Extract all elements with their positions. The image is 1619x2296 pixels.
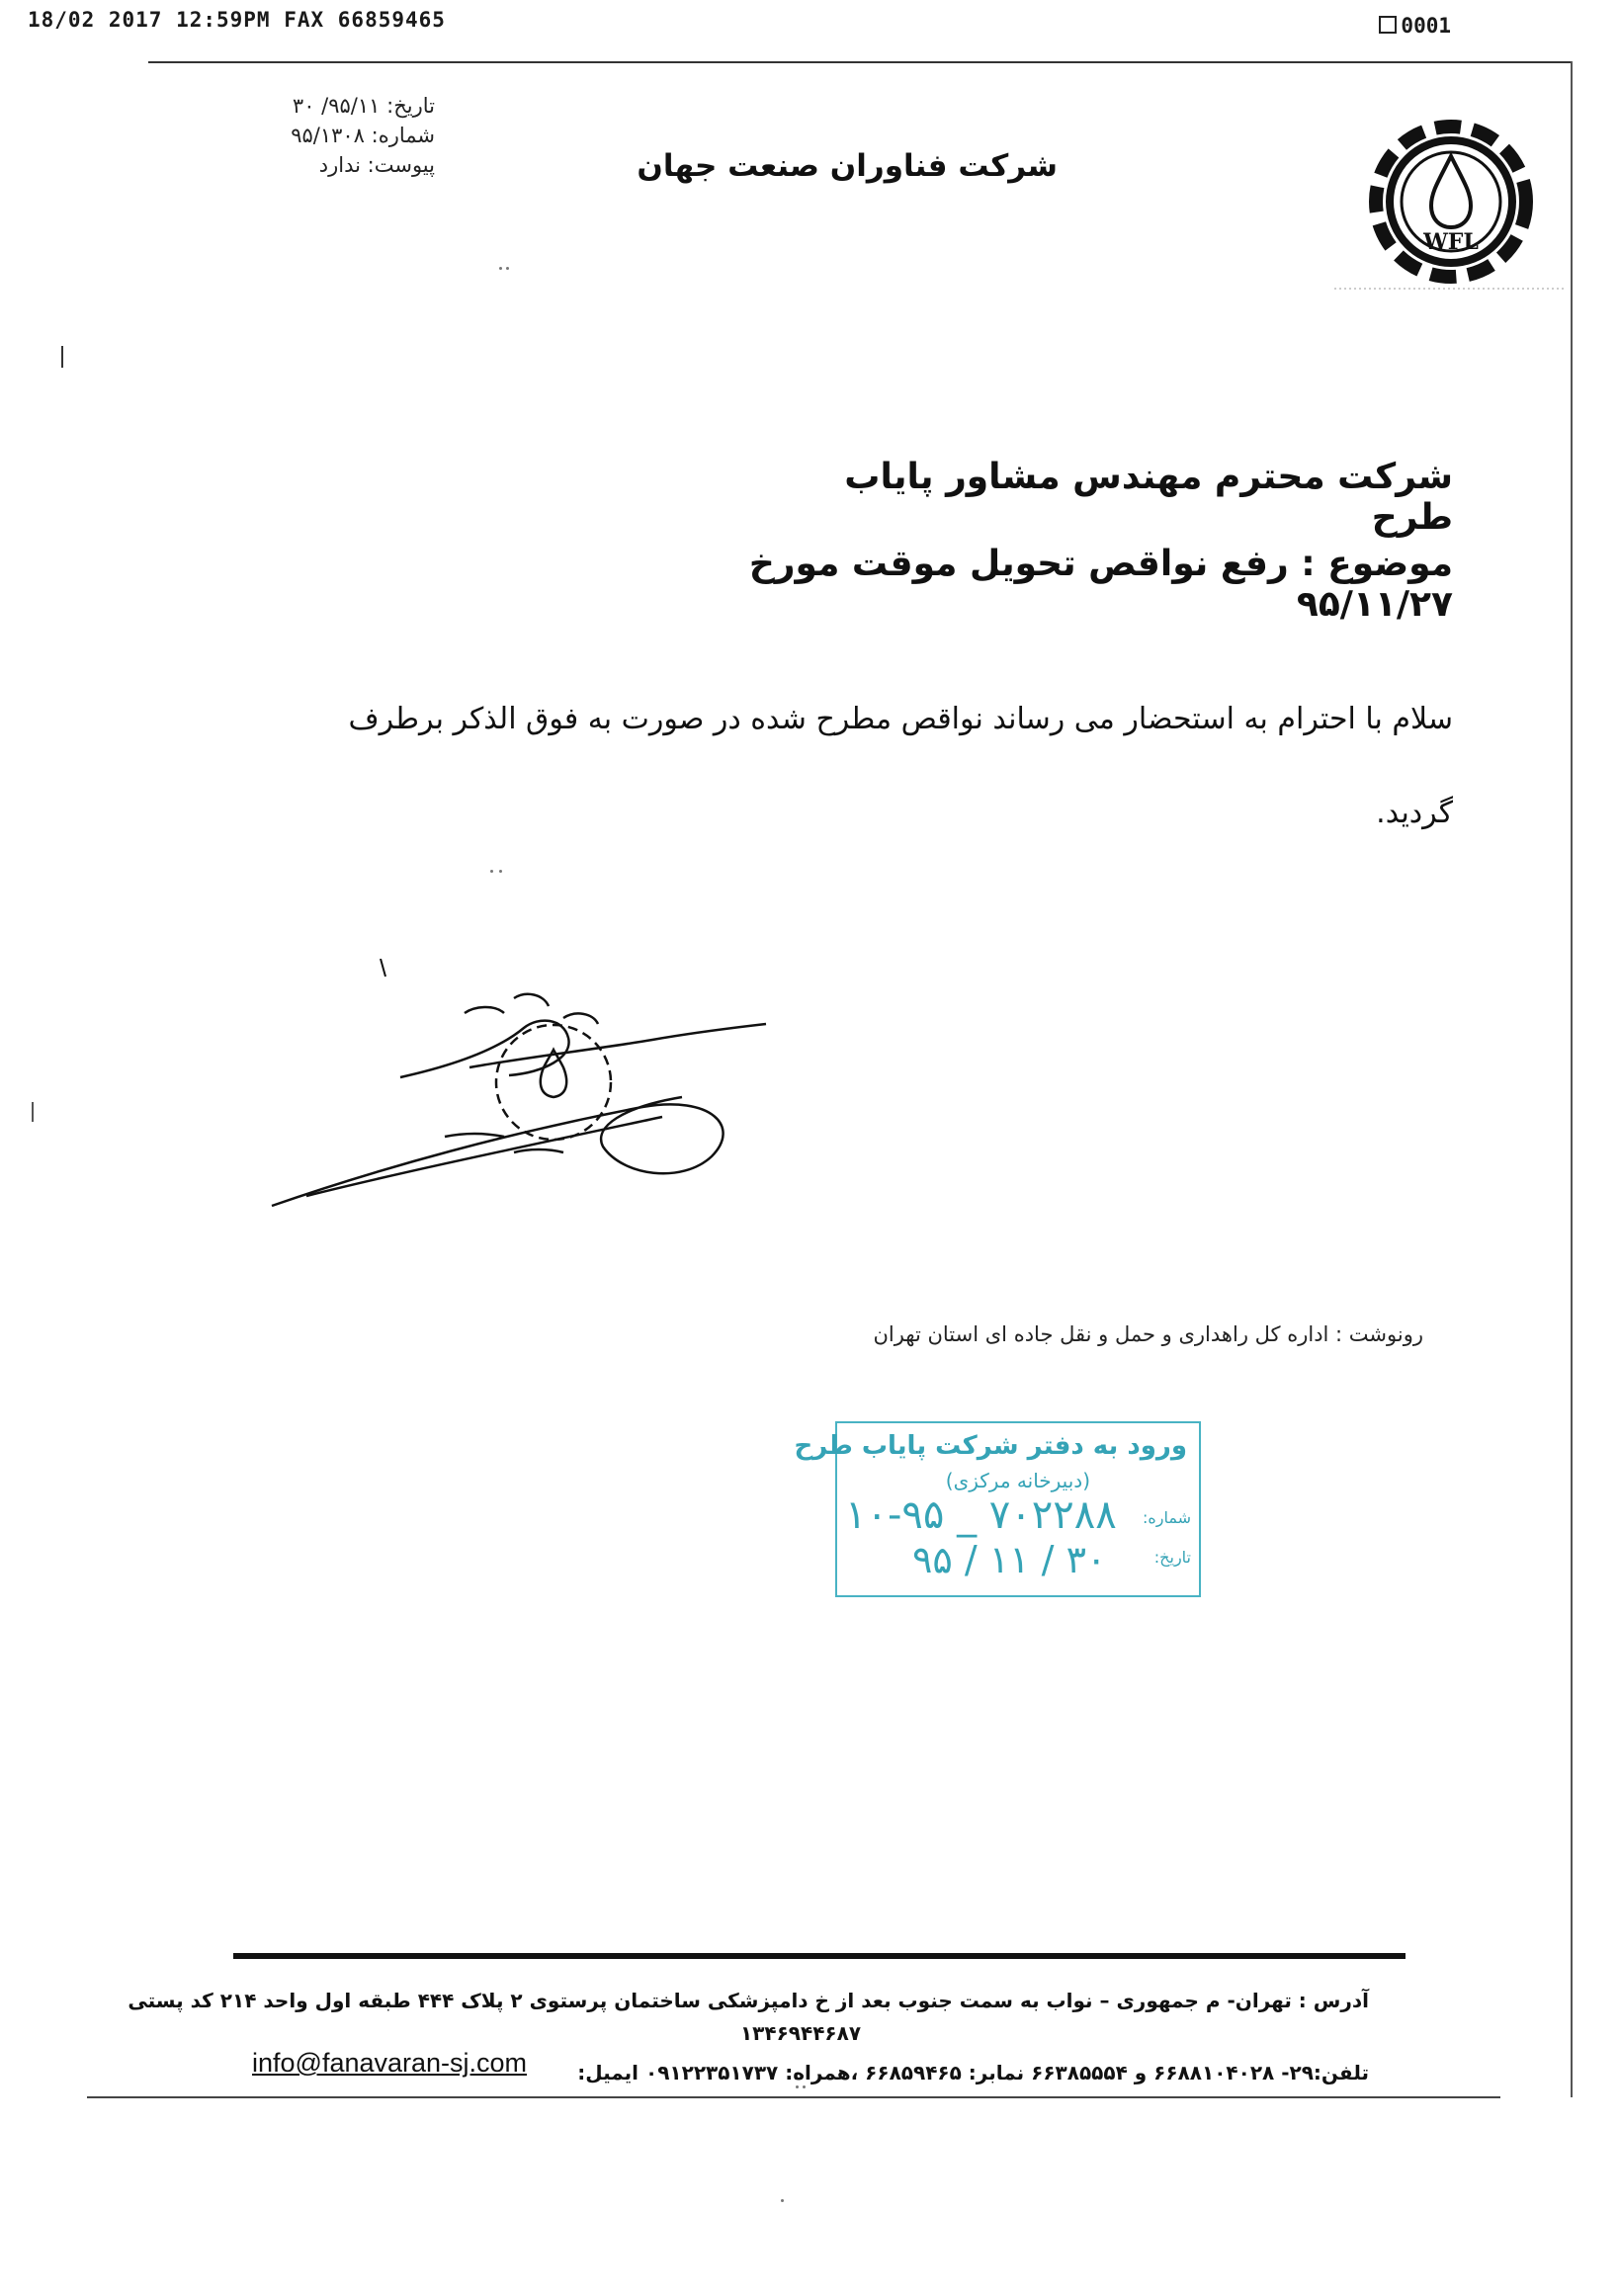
footer-postal-code: ۱۳۴۶۹۴۴۶۸۷ (739, 2021, 862, 2045)
footer-phone: تلفن:۲۹- ۶۶۸۸۱۰۴۰۲۸ و ۶۶۳۸۵۵۵۴ نمابر: ۶۶۸۵۹۴۶۵ ،همراه: ۰۹۱۲۲۳۵۱۷۳۷ ایمیل: (577, 2061, 1369, 2084)
received-stamp (794, 1421, 1201, 1597)
stamp-number-label: شماره: (1142, 1508, 1191, 1527)
fax-page-number-value: 0001 (1401, 14, 1451, 38)
fax-header: 18/02 2017 12:59PM FAX 66859465 (28, 8, 446, 32)
attachment-line: پیوست: ندارد (318, 153, 435, 177)
scan-speck (490, 870, 493, 873)
number-line: شماره: ۹۵/۱۳۰۸ (291, 124, 435, 147)
scan-mark (32, 1102, 34, 1122)
company-logo (1324, 111, 1572, 298)
recipient: شرکت محترم مهندس مشاور پایاب طرح (844, 457, 1453, 538)
subject: موضوع : رفع نواقص تحویل موقت مورخ ۹۵/۱۱/۲۷ (748, 544, 1453, 625)
fax-page-number (1379, 14, 1451, 38)
scan-speck (796, 2085, 799, 2088)
scan-speck (499, 870, 502, 873)
stamp-title: ورود به دفتر شرکت پایاب طرح (794, 1431, 1187, 1461)
scan-mark (61, 346, 63, 368)
footer-address: آدرس : تهران- م جمهوری – نواب به سمت جنوب بعد از خ دامپزشکی ساختمان پرستوی ۲ پلاک ۴۴۴ طبقه اول واحد ۲۱۴ کد پستی (128, 1989, 1369, 2012)
scan-speck (506, 267, 509, 270)
carbon-copy: رونوشت : اداره کل راهداری و حمل و نقل جاده ای استان تهران (873, 1322, 1423, 1346)
logo-text: WFL (1423, 229, 1479, 255)
scan-speck (499, 267, 502, 270)
body-line: سلام با احترام به استحضار می رساند نواقص مطرح شده در صورت به فوق الذکر برطرف (348, 702, 1453, 736)
stamp-date-value: ۹۵ / ۱۱ / ۳۰ (912, 1538, 1107, 1581)
letter-body (316, 672, 1453, 860)
scan-speck (803, 2085, 806, 2088)
footer-email-link[interactable]: info@fanavaran-sj.com (252, 2048, 528, 2078)
stamp-date-label: تاریخ: (1153, 1548, 1191, 1567)
company-name: شرکت فناوران صنعت جهان (637, 148, 1058, 184)
page-border-top (148, 61, 1572, 63)
body-line: گردید. (1376, 796, 1453, 830)
checkbox-icon (1379, 16, 1397, 34)
page-border-right (1571, 61, 1573, 2097)
date-line: تاریخ: ۹۵/۱۱/ ۳۰ (292, 94, 435, 118)
footer-divider (233, 1953, 1406, 1959)
page-border-bottom (87, 2096, 1500, 2098)
stamp-subtitle: (دبیرخانه مرکزی) (945, 1469, 1090, 1492)
stamp-number-value: ۱۰-۹۵ _ ۷۰۲۲۸۸ (845, 1492, 1117, 1538)
scan-speck (781, 2199, 784, 2202)
letter-meta (247, 91, 435, 180)
signature-and-seal (267, 959, 781, 1226)
